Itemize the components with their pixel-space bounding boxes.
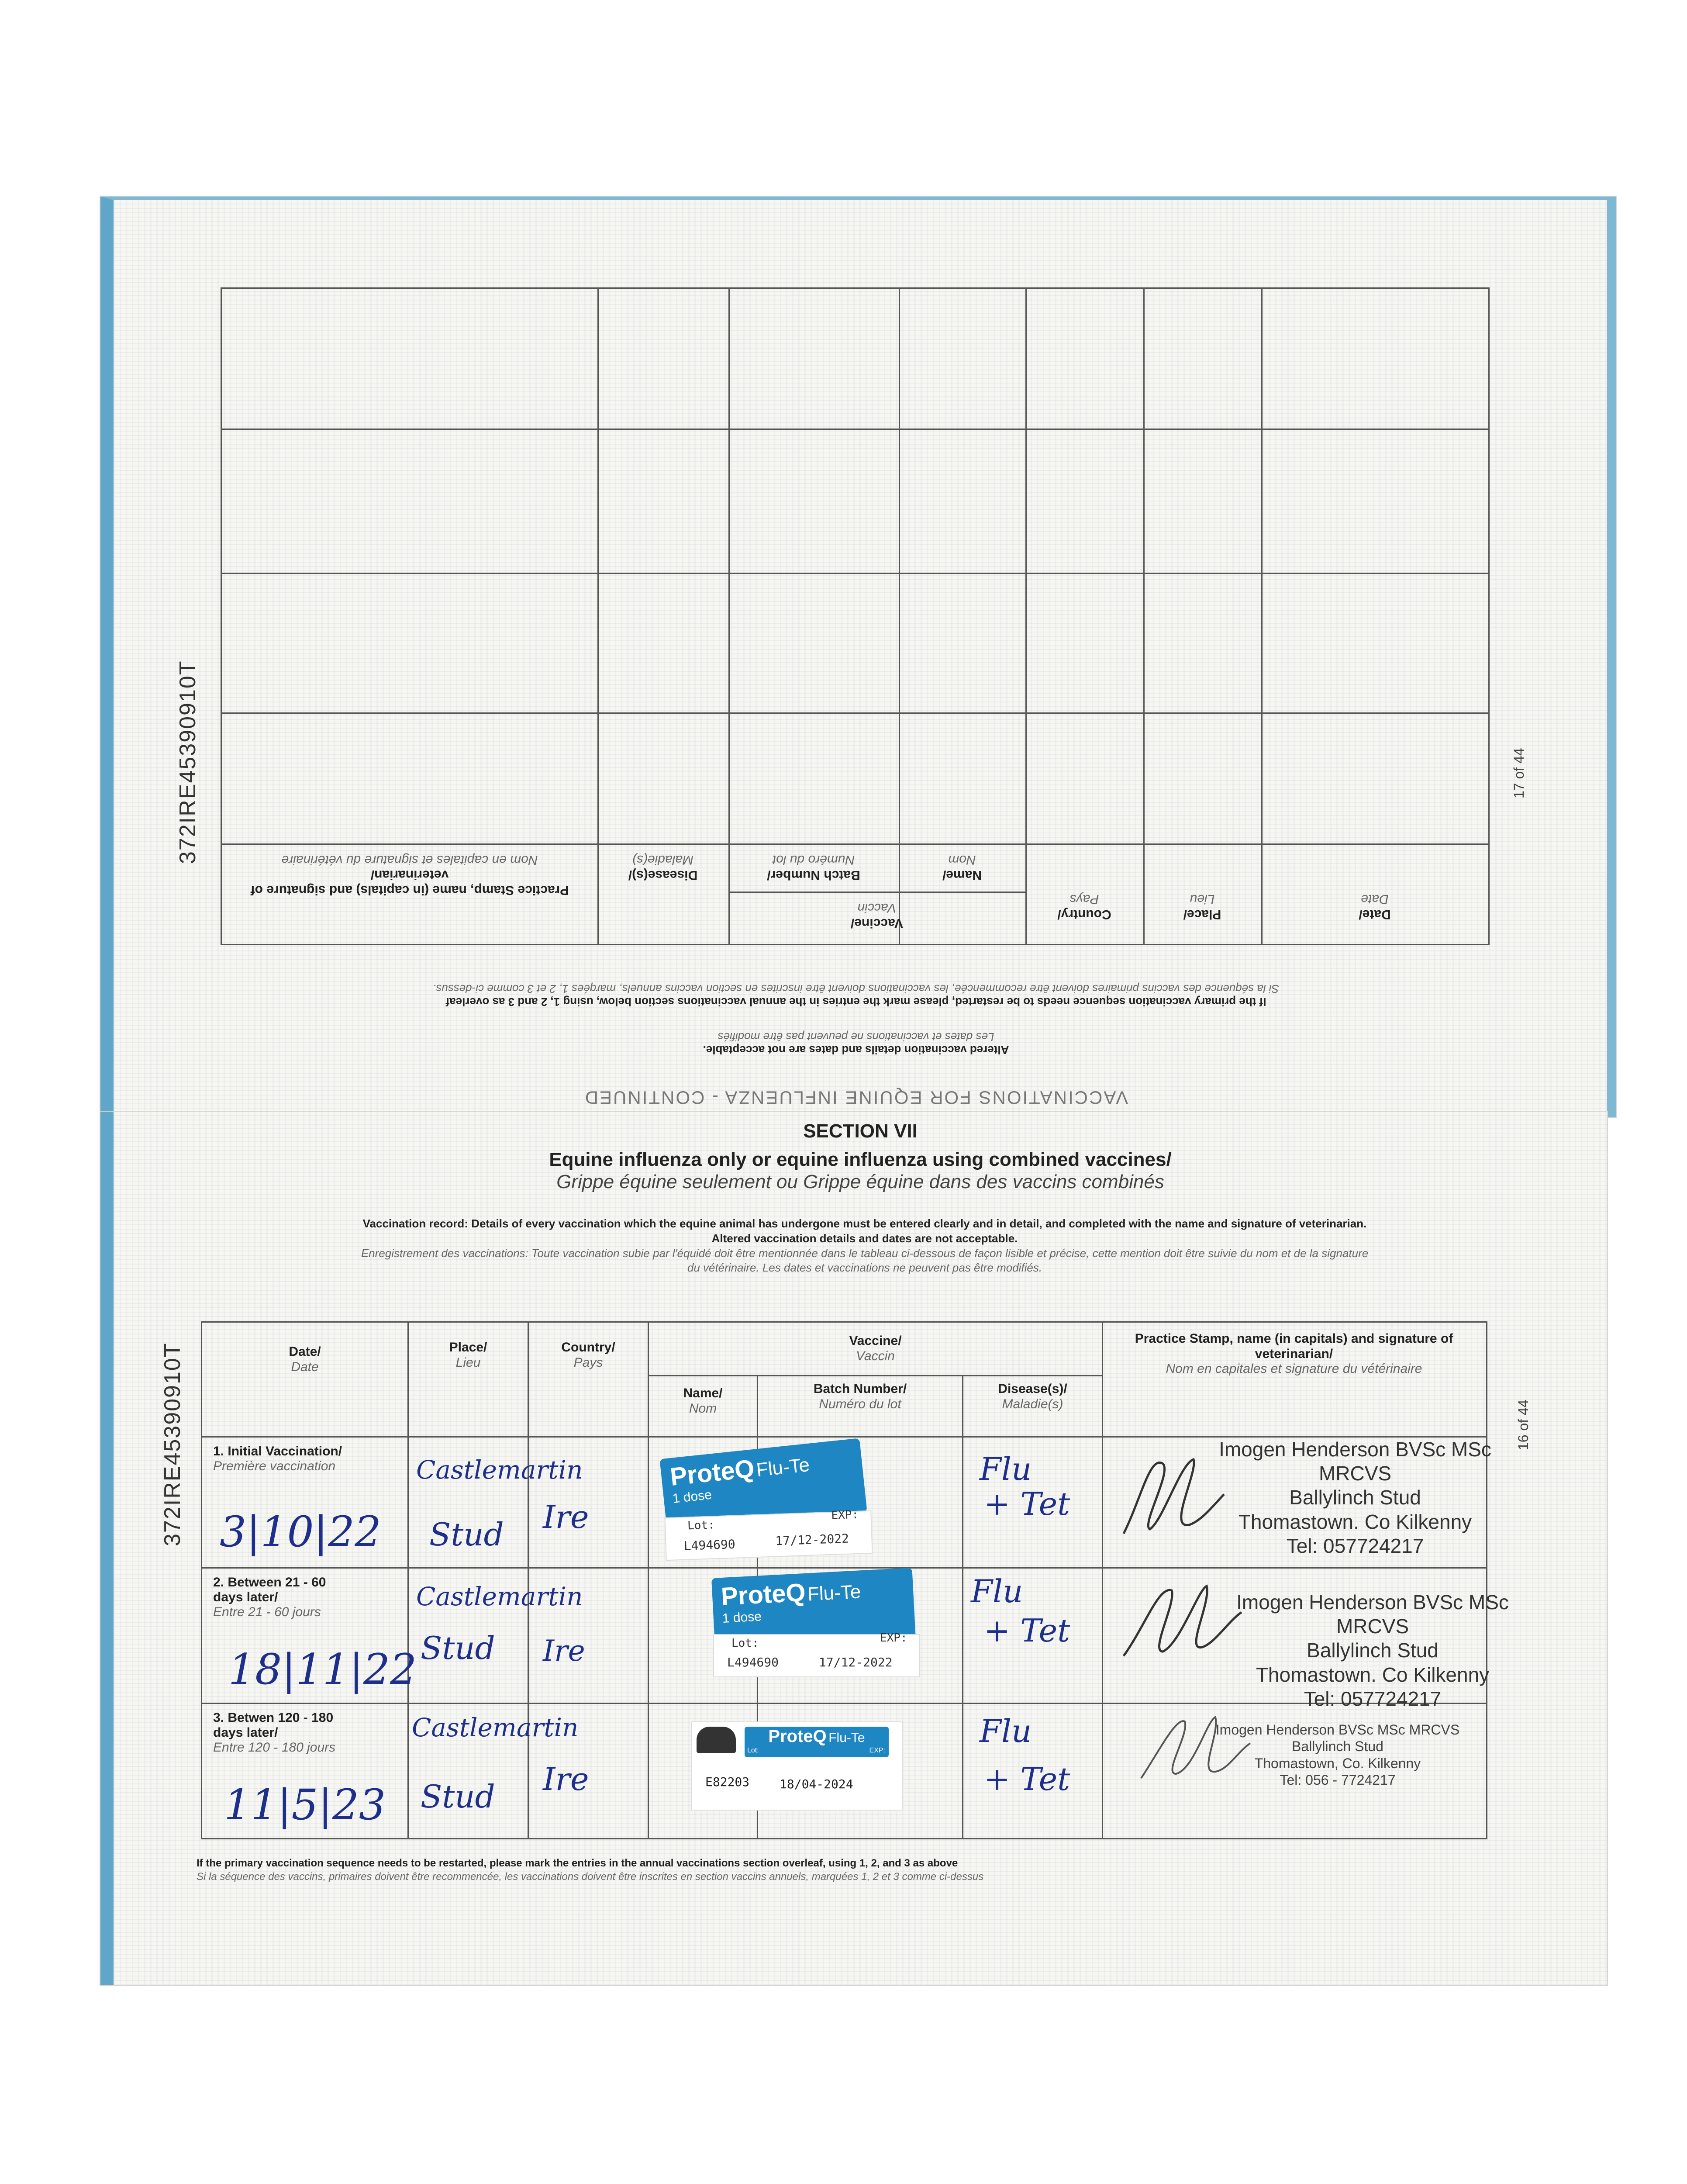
upper-header-date: Date/ Date xyxy=(1359,892,1391,922)
row-label: 3. Betwen 120 - 180 days later/ Entre 120 - 180 jours xyxy=(213,1711,336,1755)
row-country: Ire xyxy=(543,1499,589,1535)
row-label: 1. Initial Vaccination/ Première vaccination xyxy=(213,1444,342,1473)
header-place: Place/ Lieu xyxy=(449,1340,487,1370)
row-disease-2: + Tet xyxy=(984,1612,1070,1649)
lower-page xyxy=(100,1112,1607,1985)
lot-number: L494690 xyxy=(683,1537,736,1553)
upper-header-stamp: Practice Stamp, name (in capitals) and signature of veterinarian/ Nom en capitales et signature du vétérinaire xyxy=(250,853,569,898)
header-name: Name/ Nom xyxy=(683,1386,723,1416)
table-row xyxy=(202,1704,1486,1838)
vaccination-table xyxy=(201,1321,1509,1839)
section-label: SECTION VII xyxy=(803,1120,918,1142)
upper-header-country: Country/ Pays xyxy=(1057,892,1111,922)
lot-expiry: 18/04-2024 xyxy=(780,1777,853,1791)
upper-header-vaccine: Vaccine/ Vaccin xyxy=(850,901,904,930)
record-note: Vaccination record: Details of every vaccination which the equine animal has undergone must be entered clearly and in detail, and completed with the name and signature of veterinarian. Altered vaccination details and dates are not acceptable. Enregistrement des vaccinations: Toute vaccination subie par l'équidé doit être mentionnée dans le tableau ci-dessous de façon lisible et précise, cette mention doit être suivie du nom et de la signature du vétérinaire. Les dates et vaccinations ne peuvent pas être modifiés. xyxy=(361,1217,1369,1275)
torn-label-mark xyxy=(697,1727,736,1753)
row-disease-1: Flu xyxy=(971,1573,1023,1610)
row-place-1: Castlemartin xyxy=(412,1713,579,1742)
row-place-2: Stud xyxy=(421,1778,495,1815)
upper-page xyxy=(100,197,1616,1117)
row-date: 11|5|23 xyxy=(224,1780,386,1829)
upper-section-title: VACCINATIONS FOR EQUINE INFLUENZA - CONTINUED xyxy=(583,1087,1128,1108)
lower-passport-id: 372IRE45390910T xyxy=(160,1342,185,1546)
row-place-2: Stud xyxy=(429,1516,504,1553)
header-batch: Batch Number/ Numéro du lot xyxy=(813,1382,907,1411)
row-disease-1: Flu xyxy=(980,1713,1032,1749)
vaccine-label-torn xyxy=(691,1721,903,1811)
header-stamp: Practice Stamp, name (in capitals) and signature of veterinarian/ Nom en capitales et signature du vétérinaire xyxy=(1135,1331,1453,1376)
row-date: 18|11|22 xyxy=(228,1645,417,1694)
table-row xyxy=(202,1438,1491,1567)
row-place-2: Stud xyxy=(421,1630,495,1666)
lower-page-number: 16 of 44 xyxy=(1515,1400,1531,1450)
header-date: Date/ Date xyxy=(289,1344,321,1374)
row-disease-2: + Tet xyxy=(984,1486,1070,1522)
upper-table xyxy=(221,287,1490,945)
vet-stamp: Imogen Henderson BVSc MSc MRCVS Ballylinch Stud Thomastown. Co Kilkenny Tel: 057724217 xyxy=(1236,1591,1509,1710)
row-country: Ire xyxy=(543,1761,589,1797)
vet-stamp: Imogen Henderson BVSc MSc MRCVS Ballylinch Stud Thomastown. Co Kilkenny Tel: 057724217 xyxy=(1219,1438,1491,1557)
upper-restart-note: If the primary vaccination sequence needs to be restarted, please mark the entries in the annual vaccinations section below, using 1, 2 and 3 as overleaf Si la séquence des vaccins primaires doivent être recommencée, les vaccinations doivent être inscrites en section vaccins annuels, marqées 1, 2 et 3 comme ci-dessus. xyxy=(433,982,1279,1009)
torn-label-strip: ProteQ Flu-Te Lot: EXP: xyxy=(745,1727,889,1757)
upper-header-place: Place/ Lieu xyxy=(1183,892,1221,922)
vaccine-label: ProteQ Flu-Te 1 dose xyxy=(659,1438,867,1533)
section-title: Equine influenza only or equine influenza using combined vaccines/ Grippe équine seulement ou Grippe équine dans des vaccins combinés xyxy=(549,1149,1172,1192)
lot-box: Lot: EXP: L494690 17/12-2022 xyxy=(713,1634,920,1677)
row-place-1: Castlemartin xyxy=(416,1582,583,1611)
vaccine-label: ProteQ Flu-Te 1 dose xyxy=(711,1568,916,1650)
row-country: Ire xyxy=(543,1634,585,1668)
row-date: 3|10|22 xyxy=(220,1507,382,1556)
upper-passport-id: 372IRE45390910T xyxy=(175,660,200,864)
upper-header-batch: Batch Number/ Numéro du lot xyxy=(767,853,860,882)
upper-page-number: 17 of 44 xyxy=(1511,748,1527,798)
row-disease-1: Flu xyxy=(980,1451,1032,1487)
lot-expiry: 17/12-2022 xyxy=(819,1655,893,1669)
lot-number: L494690 xyxy=(727,1655,779,1669)
header-disease: Disease(s)/ Maladie(s) xyxy=(998,1382,1067,1411)
header-vaccine: Vaccine/ Vaccin xyxy=(849,1334,902,1363)
table-row xyxy=(202,1569,1509,1710)
upper-altered-note: Altered vaccination details and dates are not acceptable. Les dates et vaccinations ne peuvent pas être modifiés xyxy=(703,1030,1009,1057)
lot-box: Lot: EXP: L494690 17/12-2022 xyxy=(664,1510,873,1561)
footer-note: If the primary vaccination sequence needs to be restarted, please mark the entries in the annual vaccinations section overleaf, using 1, 2, and 3 as above Si la séquence des vaccins, primaires doivent être recommencée, les vaccinations doivent être inscrites en section vaccins annuels, marquées 1, 2 et 3 comme ci-dessus xyxy=(197,1857,984,1883)
upper-header-disease: Disease(s)/ Maladie(s) xyxy=(628,853,698,882)
upper-header-name: Name/ Nom xyxy=(942,853,982,882)
row-place-1: Castlemartin xyxy=(416,1455,583,1485)
lot-expiry: 17/12-2022 xyxy=(775,1531,849,1548)
header-country: Country/ Pays xyxy=(561,1340,615,1370)
lot-number: E82203 xyxy=(705,1775,750,1789)
row-label: 2. Between 21 - 60 days later/ Entre 21 - 60 jours xyxy=(213,1575,326,1619)
vet-stamp: Imogen Henderson BVSc MSc MRCVS Ballylinch Stud Thomastown, Co. Kilkenny Tel: 056 - 7724217 xyxy=(1215,1722,1460,1788)
row-disease-2: + Tet xyxy=(984,1761,1070,1797)
